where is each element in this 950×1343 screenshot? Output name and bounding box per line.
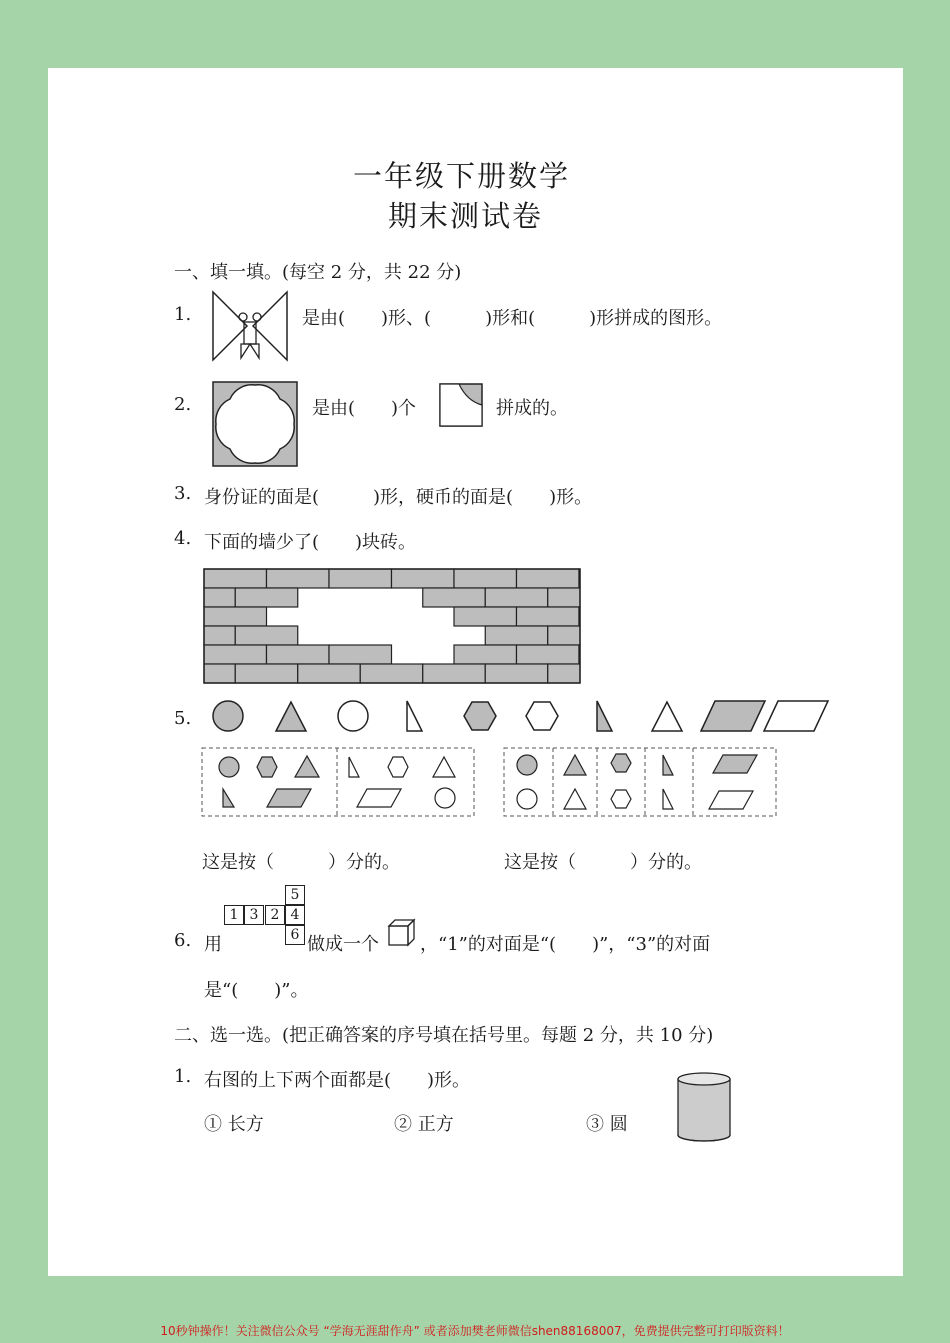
question-3-text: 身份证的面是( )形，硬币的面是( )形。 (204, 487, 593, 508)
brick (204, 645, 267, 664)
white-right-triangle (407, 701, 422, 731)
option-1: ① 长方 (204, 1114, 264, 1135)
question-2-number: 2. (174, 394, 192, 415)
brick (485, 588, 548, 607)
brick (485, 664, 548, 683)
net-cell-top: 5 (285, 885, 305, 905)
net-cell: 2 (265, 905, 285, 925)
gray-hexagon (464, 702, 496, 730)
worksheet-page (48, 68, 903, 1276)
brick (329, 569, 392, 588)
question-2-text-b: 拼成的。 (496, 398, 568, 419)
gray-right-triangle (597, 701, 612, 731)
brick (204, 569, 267, 588)
brick (423, 588, 486, 607)
question-1-text: 是由( )形、( )形和( )形拼成的图形。 (302, 308, 723, 329)
brick (485, 626, 548, 645)
brick (548, 626, 580, 645)
section-2-question-1-text: 右图的上下两个面都是( )形。 (204, 1070, 471, 1091)
question-5-answer-left: 这是按（ ）分的。 (202, 852, 400, 873)
brick (298, 664, 361, 683)
question-5-number: 5. (174, 708, 192, 729)
brick (423, 664, 486, 683)
net-cell: 3 (244, 905, 264, 925)
brick (454, 569, 517, 588)
brick (235, 626, 298, 645)
white-triangle (652, 702, 682, 731)
sort-box-right (503, 747, 777, 817)
brick (204, 626, 235, 645)
brick (204, 607, 267, 626)
brick (392, 569, 455, 588)
question-6-text-a: 做成一个 (307, 934, 379, 955)
brick (267, 645, 330, 664)
question-1-number: 1. (174, 304, 192, 325)
question-6-text-c: 是“( )”。 (204, 980, 309, 1001)
page-title: 一年级下册数学 (353, 159, 571, 193)
white-parallelogram (764, 701, 828, 731)
brick (360, 664, 423, 683)
question-4-number: 4. (174, 528, 192, 549)
option-2: ② 正方 (394, 1114, 454, 1135)
cube-net (224, 885, 306, 947)
white-circle (338, 701, 368, 731)
sort-box-left (201, 747, 475, 817)
brick (267, 569, 330, 588)
brick (517, 607, 580, 626)
section-2-question-1-number: 1. (174, 1066, 192, 1087)
brick (204, 588, 235, 607)
brick (454, 645, 517, 664)
brick-wall-figure (204, 569, 580, 685)
butterfly-figure (211, 290, 289, 362)
gray-circle (213, 701, 243, 731)
question-6-number: 6. (174, 930, 192, 951)
page-subtitle: 期末测试卷 (388, 199, 544, 233)
question-6-text-b: ，“1”的对面是“( )”，“3”的对面 (420, 934, 711, 955)
section-2-heading: 二、选一选。(把正确答案的序号填在括号里。每题 2 分，共 10 分) (174, 1025, 714, 1046)
section-1-heading: 一、填一填。(每空 2 分，共 22 分) (174, 262, 462, 283)
four-leaf-square-figure (212, 381, 298, 467)
net-cell: 4 (285, 905, 305, 925)
brick (454, 607, 517, 626)
question-6-use: 用 (204, 934, 222, 955)
question-2-text-a: 是由( )个 (312, 398, 417, 419)
question-5-answer-right: 这是按（ ）分的。 (504, 852, 702, 873)
brick (235, 588, 298, 607)
footer-notice: 10秒钟操作！关注微信公众号 “学海无涯甜作舟” 或者添加樊老师微信shen88168007，免费提供完整可打印版资料！ (160, 1324, 790, 1338)
net-cell: 1 (224, 905, 244, 925)
brick (329, 645, 392, 664)
brick (517, 645, 580, 664)
gray-triangle (276, 702, 306, 731)
cube-figure (388, 919, 416, 947)
brick (548, 588, 580, 607)
option-3: ③ 圆 (586, 1114, 628, 1135)
brick (235, 664, 298, 683)
net-cell-bottom: 6 (285, 925, 305, 945)
brick (517, 569, 580, 588)
cylinder-figure (676, 1071, 732, 1143)
question-4-text: 下面的墙少了( )块砖。 (204, 532, 417, 553)
gray-parallelogram (701, 701, 765, 731)
brick (548, 664, 580, 683)
brick (204, 664, 235, 683)
question-3-number: 3. (174, 483, 192, 504)
quarter-piece-figure (439, 383, 483, 427)
white-hexagon (526, 702, 558, 730)
shapes-row (208, 698, 828, 738)
